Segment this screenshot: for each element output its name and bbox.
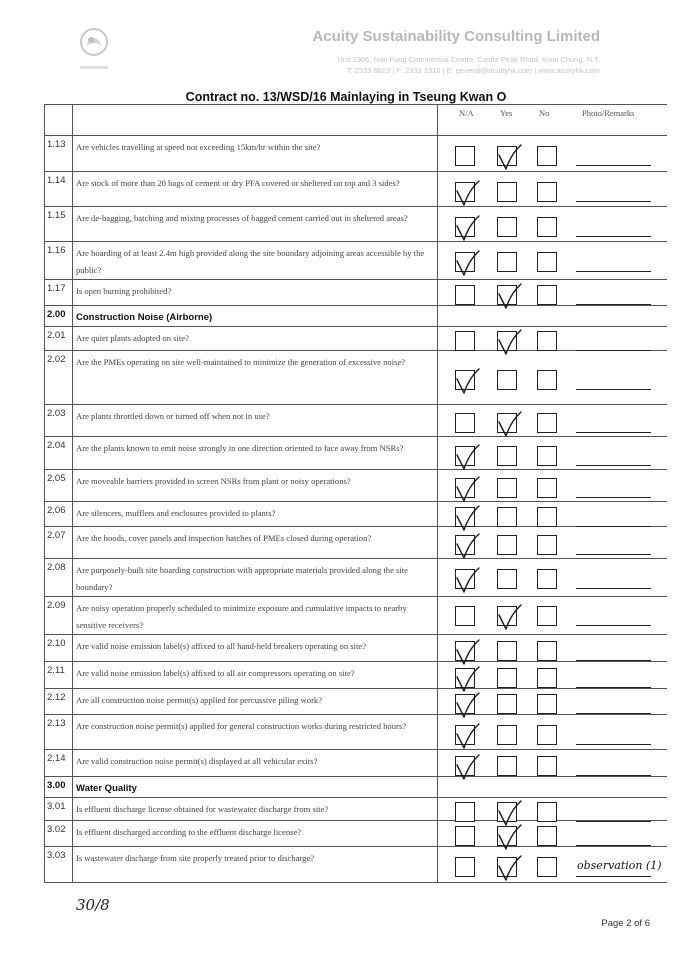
checkmark-icon [454, 444, 480, 472]
question-text: Are de-bagging, batching and mixing processes of bagged cement carried out in sheltered areas? [73, 207, 438, 242]
checkmark-icon [454, 250, 480, 278]
question-text: Are purposely-built site hoarding construction with appropriate materials provided along the site boundary? [73, 559, 438, 597]
remarks-line [576, 465, 651, 466]
question-text: Are the PMEs operating on site well-maintained to minimize the generation of excessive noise? [73, 351, 438, 405]
yes-checkbox[interactable] [497, 478, 517, 498]
question-text: Is open burning prohibited? [73, 280, 438, 306]
yes-checkbox[interactable] [497, 285, 517, 305]
no-checkbox[interactable] [537, 725, 557, 745]
remarks-line [576, 201, 651, 202]
no-checkbox[interactable] [537, 668, 557, 688]
na-checkbox[interactable] [455, 370, 475, 390]
answer-cell [438, 405, 667, 437]
item-number: 3.00 [45, 777, 73, 798]
address-line: Unit 1906, Nan Fung Commercial Centre, Castle Peak Road, Kwai Chung, N.T. [337, 55, 600, 64]
item-number: 2.06 [45, 502, 73, 527]
checkmark-icon [496, 411, 522, 439]
yes-checkbox[interactable] [497, 535, 517, 555]
checklist-row [45, 527, 667, 559]
no-checkbox[interactable] [537, 507, 557, 527]
answer-cell [438, 715, 667, 750]
yes-checkbox[interactable] [497, 252, 517, 272]
question-text: Are valid noise emission label(s) affixed to all air compressors operating on site? [73, 662, 438, 689]
no-checkbox[interactable] [537, 217, 557, 237]
yes-checkbox[interactable] [497, 668, 517, 688]
question-text: Are moveable barriers provided to screen NSRs from plant or noisy operations? [73, 470, 438, 502]
remarks-line [576, 271, 651, 272]
question-text: Is effluent discharge license obtained for wastewater discharge from site? [73, 798, 438, 821]
item-number: 1.15 [45, 207, 73, 242]
yes-checkbox[interactable] [497, 694, 517, 714]
na-checkbox[interactable] [455, 252, 475, 272]
company-logo [74, 24, 114, 76]
answer-cell [438, 527, 667, 559]
checklist-row [45, 597, 667, 635]
contract-title: Contract no. 13/WSD/16 Mainlaying in Tseung Kwan O [185, 90, 507, 104]
answer-cell [438, 821, 667, 847]
answer-cell [438, 597, 667, 635]
checkmark-icon [496, 144, 522, 172]
no-checkbox[interactable] [537, 182, 557, 202]
answer-cell [438, 207, 667, 242]
handwritten-note: 30/8 [76, 896, 110, 914]
answer-cell [438, 689, 667, 715]
item-number: 1.17 [45, 280, 73, 306]
na-checkbox[interactable] [455, 507, 475, 527]
answer-cell [438, 750, 667, 777]
no-checkbox[interactable] [537, 606, 557, 626]
answer-cell [438, 559, 667, 597]
question-text: Are plants throttled down or turned off when not in use? [73, 405, 438, 437]
remarks-line [576, 497, 651, 498]
no-checkbox[interactable] [537, 756, 557, 776]
answer-cell [438, 280, 667, 306]
remarks-line [576, 744, 651, 745]
checklist-row [45, 662, 667, 689]
yes-checkbox[interactable] [497, 756, 517, 776]
question-text: Are all construction noise permit(s) applied for percussive piling work? [73, 689, 438, 715]
checklist-row [45, 405, 667, 437]
remarks-line [576, 389, 651, 390]
no-checkbox[interactable] [537, 857, 557, 877]
checklist-row [45, 470, 667, 502]
na-checkbox[interactable] [455, 756, 475, 776]
remarks-line [576, 876, 651, 877]
section-header-row [45, 306, 667, 327]
checklist-row [45, 136, 667, 172]
na-checkbox[interactable] [455, 725, 475, 745]
number-column-header [45, 105, 73, 136]
checklist-row [45, 847, 667, 883]
na-checkbox[interactable] [455, 331, 475, 351]
item-number: 2.02 [45, 351, 73, 405]
checkmark-icon [496, 604, 522, 632]
item-number: 3.03 [45, 847, 73, 883]
na-column-label: N/A [459, 108, 474, 118]
checklist-row [45, 172, 667, 207]
question-text: Is effluent discharged according to the effluent discharge license? [73, 821, 438, 847]
header-row [45, 105, 667, 136]
no-checkbox[interactable] [537, 413, 557, 433]
item-number: 1.14 [45, 172, 73, 207]
na-checkbox[interactable] [455, 146, 475, 166]
yes-checkbox[interactable] [497, 802, 517, 822]
yes-column-label: Yes [500, 108, 513, 118]
na-checkbox[interactable] [455, 668, 475, 688]
contact-line: T: 2333 6823 | F: 2333 1316 | E: general@acuityhk.com | www.acuityhk.com [346, 66, 600, 75]
checklist-row [45, 635, 667, 662]
question-text: Are hoarding of at least 2.4m high provided along the site boundary adjoining areas accessible by the public? [73, 242, 438, 280]
checklist-row [45, 502, 667, 527]
checklist-row [45, 798, 667, 821]
remarks-line [576, 625, 651, 626]
na-checkbox[interactable] [455, 217, 475, 237]
na-checkbox[interactable] [455, 694, 475, 714]
answer-cell [438, 777, 667, 798]
no-checkbox[interactable] [537, 802, 557, 822]
answer-cell [438, 327, 667, 351]
remark-text: observation (1) [577, 859, 662, 872]
yes-checkbox[interactable] [497, 331, 517, 351]
question-text: Are the hoods, cover panels and inspection hatches of PMEs closed during operation? [73, 527, 438, 559]
section-title: Water Quality [73, 777, 438, 798]
answer-column-header [438, 105, 667, 136]
question-text: Are vehicles travelling at speed not exceeding 15km/hr within the site? [73, 136, 438, 172]
na-checkbox[interactable] [455, 478, 475, 498]
yes-checkbox[interactable] [497, 826, 517, 846]
yes-checkbox[interactable] [497, 641, 517, 661]
remarks-line [576, 554, 651, 555]
remarks-line [576, 165, 651, 166]
checkmark-icon [496, 855, 522, 883]
na-checkbox[interactable] [455, 826, 475, 846]
checklist-row [45, 207, 667, 242]
answer-cell [438, 242, 667, 280]
checklist-row [45, 327, 667, 351]
question-text: Are noisy operation properly scheduled to minimize exposure and cumulative impacts to nearby sensitive receivers? [73, 597, 438, 635]
yes-checkbox[interactable] [497, 146, 517, 166]
item-number: 2.10 [45, 635, 73, 662]
na-checkbox[interactable] [455, 857, 475, 877]
item-number: 1.16 [45, 242, 73, 280]
checkmark-icon [454, 368, 480, 396]
no-checkbox[interactable] [537, 331, 557, 351]
company-name: Acuity Sustainability Consulting Limited [312, 28, 600, 45]
item-number: 2.03 [45, 405, 73, 437]
yes-checkbox[interactable] [497, 413, 517, 433]
question-text: Is wastewater discharge from site properly treated prior to discharge? [73, 847, 438, 883]
item-number: 2.04 [45, 437, 73, 470]
item-number: 2.05 [45, 470, 73, 502]
answer-cell [438, 470, 667, 502]
no-checkbox[interactable] [537, 146, 557, 166]
question-text: Are construction noise permit(s) applied for general construction works during restricted hours? [73, 715, 438, 750]
checkmark-icon [454, 723, 480, 751]
na-checkbox[interactable] [455, 182, 475, 202]
na-checkbox[interactable] [455, 413, 475, 433]
yes-checkbox[interactable] [497, 857, 517, 877]
question-text: Are the plants known to emit noise strongly in one direction oriented to face away from NSRs? [73, 437, 438, 470]
page-number: Page 2 of 6 [601, 918, 650, 929]
no-checkbox[interactable] [537, 252, 557, 272]
answer-cell [438, 306, 667, 327]
checkmark-icon [454, 180, 480, 208]
remarks-line [576, 432, 651, 433]
checkmark-icon [454, 476, 480, 504]
na-checkbox[interactable] [455, 606, 475, 626]
item-number: 1.13 [45, 136, 73, 172]
question-column-header [73, 105, 438, 136]
checkmark-icon [454, 215, 480, 243]
checklist-row [45, 437, 667, 470]
checklist-row [45, 242, 667, 280]
answer-cell [438, 502, 667, 527]
na-checkbox[interactable] [455, 802, 475, 822]
company-address [240, 54, 600, 76]
no-checkbox[interactable] [537, 535, 557, 555]
no-column-label: No [539, 108, 550, 118]
question-text: Are quiet plants adopted on site? [73, 327, 438, 351]
checklist-row [45, 351, 667, 405]
checklist-row [45, 559, 667, 597]
yes-checkbox[interactable] [497, 606, 517, 626]
no-checkbox[interactable] [537, 569, 557, 589]
answer-cell [438, 172, 667, 207]
checklist-row [45, 750, 667, 777]
checkmark-icon [454, 533, 480, 561]
no-checkbox[interactable] [537, 826, 557, 846]
answer-cell [438, 662, 667, 689]
yes-checkbox[interactable] [497, 446, 517, 466]
no-checkbox[interactable] [537, 285, 557, 305]
na-checkbox[interactable] [455, 569, 475, 589]
item-number: 2.13 [45, 715, 73, 750]
checkmark-icon [454, 567, 480, 595]
yes-checkbox[interactable] [497, 217, 517, 237]
checklist-row [45, 715, 667, 750]
question-text: Are silencers, mufflers and enclosures provided to plants? [73, 502, 438, 527]
checklist-row [45, 689, 667, 715]
item-number: 2.07 [45, 527, 73, 559]
yes-checkbox[interactable] [497, 507, 517, 527]
checklist-row [45, 821, 667, 847]
answer-cell [438, 136, 667, 172]
yes-checkbox[interactable] [497, 370, 517, 390]
yes-checkbox[interactable] [497, 182, 517, 202]
item-number: 2.01 [45, 327, 73, 351]
item-number: 2.08 [45, 559, 73, 597]
checklist-row [45, 280, 667, 306]
item-number: 3.01 [45, 798, 73, 821]
na-checkbox[interactable] [455, 285, 475, 305]
item-number: 2.14 [45, 750, 73, 777]
question-text: Are valid noise emission label(s) affixed to all hand-held breakers operating on site? [73, 635, 438, 662]
na-checkbox[interactable] [455, 535, 475, 555]
answer-cell [438, 847, 667, 883]
question-text: Are valid construction noise permit(s) displayed at all vehicular exits? [73, 750, 438, 777]
item-number: 3.02 [45, 821, 73, 847]
answer-cell [438, 437, 667, 470]
na-checkbox[interactable] [455, 641, 475, 661]
no-checkbox[interactable] [537, 370, 557, 390]
remarks-line [576, 588, 651, 589]
item-number: 2.11 [45, 662, 73, 689]
remarks-line [576, 236, 651, 237]
answer-cell [438, 351, 667, 405]
item-number: 2.00 [45, 306, 73, 327]
no-checkbox[interactable] [537, 641, 557, 661]
answer-cell [438, 798, 667, 821]
no-checkbox[interactable] [537, 694, 557, 714]
yes-checkbox[interactable] [497, 725, 517, 745]
item-number: 2.09 [45, 597, 73, 635]
section-header-row [45, 777, 667, 798]
answer-cell [438, 635, 667, 662]
section-title: Construction Noise (Airborne) [73, 306, 438, 327]
checklist-table [44, 104, 667, 883]
remarks-column-label: Photo/Remarks [582, 108, 635, 118]
na-checkbox[interactable] [455, 446, 475, 466]
no-checkbox[interactable] [537, 446, 557, 466]
question-text: Are stock of more than 20 bags of cement or dry PFA covered or sheltered on top and 3 sides? [73, 172, 438, 207]
no-checkbox[interactable] [537, 478, 557, 498]
yes-checkbox[interactable] [497, 569, 517, 589]
item-number: 2.12 [45, 689, 73, 715]
